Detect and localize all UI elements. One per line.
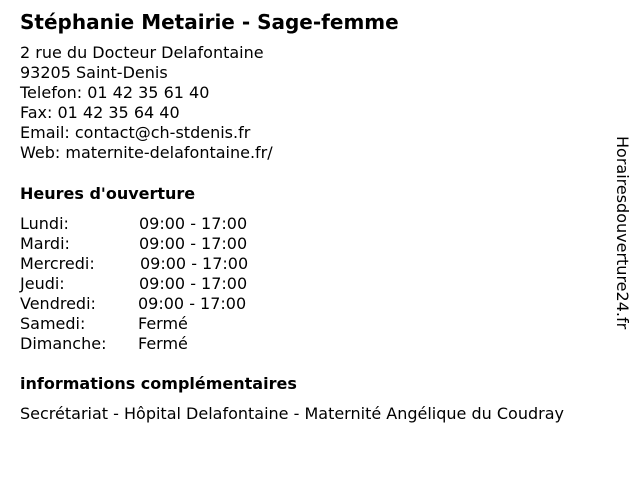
hours-time: 09:00 - 17:00 [140, 254, 249, 273]
hours-time: 09:00 - 17:00 [139, 274, 248, 293]
hours-day: Samedi: [20, 314, 86, 333]
hours-time: 09:00 - 17:00 [138, 294, 247, 313]
address-block [20, 43, 273, 163]
city-line: 93205 Saint-Denis [20, 63, 168, 82]
hours-time: 09:00 - 17:00 [139, 214, 248, 233]
street-address: 2 rue du Docteur Delafontaine [20, 43, 264, 62]
business-name: Stéphanie Metairie - Sage-femme [20, 10, 399, 34]
hours-day: Dimanche: [20, 334, 107, 353]
opening-hours-heading: Heures d'ouverture [20, 184, 196, 203]
additional-info-heading: informations complémentaires [20, 374, 297, 393]
additional-info-text: Secrétariat - Hôpital Delafontaine - Maternité Angélique du Coudray [20, 404, 564, 423]
web-line: Web: maternite-delafontaine.fr/ [20, 143, 273, 162]
hours-day: Jeudi: [20, 274, 65, 293]
phone-line: Telefon: 01 42 35 61 40 [20, 83, 210, 102]
hours-time: 09:00 - 17:00 [139, 234, 248, 253]
hours-day: Vendredi: [20, 294, 96, 313]
hours-time: Fermé [138, 334, 188, 353]
hours-time: Fermé [138, 314, 188, 333]
hours-day: Mardi: [20, 234, 70, 253]
hours-day: Mercredi: [20, 254, 95, 273]
fax-line: Fax: 01 42 35 64 40 [20, 103, 180, 122]
hours-day: Lundi: [20, 214, 69, 233]
email-line: Email: contact@ch-stdenis.fr [20, 123, 251, 142]
site-watermark: Horairesdouverture24.fr [613, 136, 632, 330]
